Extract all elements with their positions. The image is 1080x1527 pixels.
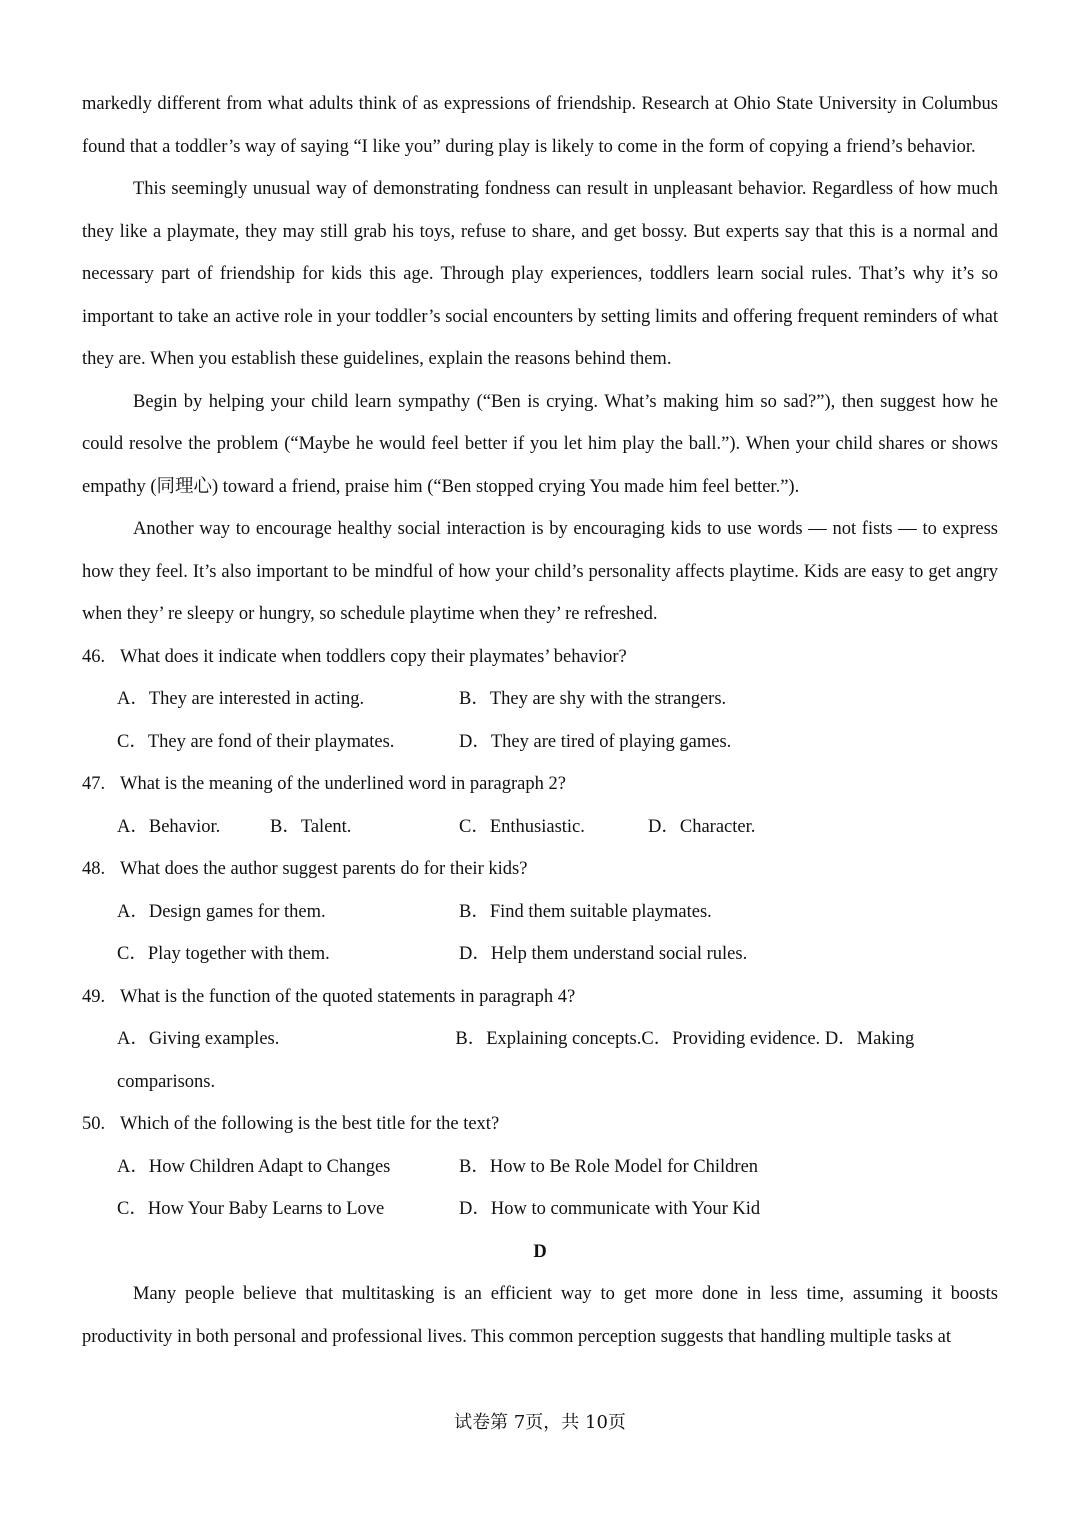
question-text: What does the author suggest parents do for their kids? — [120, 859, 528, 879]
question-number: 49. — [82, 986, 106, 1007]
options-row — [82, 1146, 998, 1189]
question-number: 47. — [82, 774, 106, 794]
question-47 — [82, 763, 998, 806]
option-b: B．They are shy with the strangers. — [459, 689, 727, 709]
exam-page — [82, 83, 998, 1358]
question-46 — [82, 636, 998, 679]
option-d: D．Character. — [648, 816, 756, 837]
option-c: C．They are fond of their playmates. — [117, 731, 395, 752]
question-text: Which of the following is the best title for the text? — [120, 1114, 500, 1134]
section-d-paragraph-1: Many people believe that multitasking is an efficient way to get more done in less time, assuming it boosts productivity in both personal and professional lives. This common perception suggests that handling multiple tasks at — [82, 1284, 998, 1347]
question-48 — [82, 848, 998, 891]
option-c: C．Enthusiastic. — [459, 816, 585, 837]
option-d: D．Help them understand social rules. — [459, 944, 748, 964]
option-b: B．Explaining concepts. — [455, 1029, 642, 1049]
option-d: D．They are tired of playing games. — [459, 731, 732, 752]
option-b: B．How to Be Role Model for Children — [459, 1156, 759, 1177]
options-row — [82, 721, 998, 764]
options-row — [82, 1188, 998, 1231]
options-row — [82, 806, 998, 849]
option-c: C．How Your Baby Learns to Love — [117, 1199, 385, 1219]
option-b: B．Talent. — [270, 816, 352, 837]
option-c: C．Providing evidence. — [641, 1029, 821, 1049]
options-row — [82, 933, 998, 976]
option-a: A．Giving examples. — [117, 1029, 280, 1049]
question-number: 50. — [82, 1114, 106, 1134]
section-heading-d: D — [533, 1241, 547, 1262]
option-a: A．Design games for them. — [117, 901, 326, 922]
option-a: A．Behavior. — [117, 816, 221, 837]
option-c: C．Play together with them. — [117, 944, 330, 964]
question-text: What is the function of the quoted statements in paragraph 4? — [120, 986, 576, 1007]
option-d: D．Making comparisons. — [117, 1029, 915, 1092]
option-d: D．How to communicate with Your Kid — [459, 1199, 761, 1219]
question-50 — [82, 1103, 998, 1146]
page-footer: 试卷第 7页，共 10页 — [454, 1412, 626, 1433]
question-text: What is the meaning of the underlined word in paragraph 2? — [120, 774, 566, 794]
passage-paragraph-2: This seemingly unusual way of demonstrating fondness can result in unpleasant behavior. Regardless of how much they like a playmate, they may still grab his toys, refuse to share, and get bossy. But experts say that this is a normal and necessary part of friendship for kids this age. Through play experiences, toddlers learn social rules. That’s why it’s so important to take an active role in your toddler’s social encounters by setting limits and offering frequent reminders of what they are. When you establish these guidelines, explain the reasons behind them. — [82, 179, 998, 369]
option-a: A．They are interested in acting. — [117, 689, 365, 709]
options-row — [82, 678, 998, 721]
options-row — [82, 891, 998, 934]
question-text: What does it indicate when toddlers copy their playmates’ behavior? — [120, 646, 627, 667]
passage-paragraph-4: Another way to encourage healthy social interaction is by encouraging kids to use words — not fists — to express how they feel. It’s also important to be mindful of how your child’s personality affects playtime. Kids are easy to get angry when they’ re sleepy or hungry, so schedule playtime when they’ re refreshed. — [82, 519, 998, 624]
question-number: 46. — [82, 646, 106, 667]
option-a: A．How Children Adapt to Changes — [117, 1156, 391, 1177]
passage-paragraph-3: Begin by helping your child learn sympathy (“Ben is crying. What’s making him so sad?”), then suggest how he could resolve the problem (“Maybe he would feel better if you let him play the ball.”). When your child shares or shows empathy (同理心) toward a friend, praise him (“Ben stopped crying You made him feel better.”). — [82, 391, 998, 497]
options-wrapped — [82, 1018, 998, 1103]
question-number: 48. — [82, 859, 106, 879]
question-49 — [82, 976, 998, 1019]
passage-paragraph-1: markedly different from what adults think of as expressions of friendship. Research at Ohio State University in Columbus found that a toddler’s way of saying “I like you” during play is likely to come in the form of copying a friend’s behavior. — [82, 94, 998, 157]
option-b: B．Find them suitable playmates. — [459, 901, 712, 922]
